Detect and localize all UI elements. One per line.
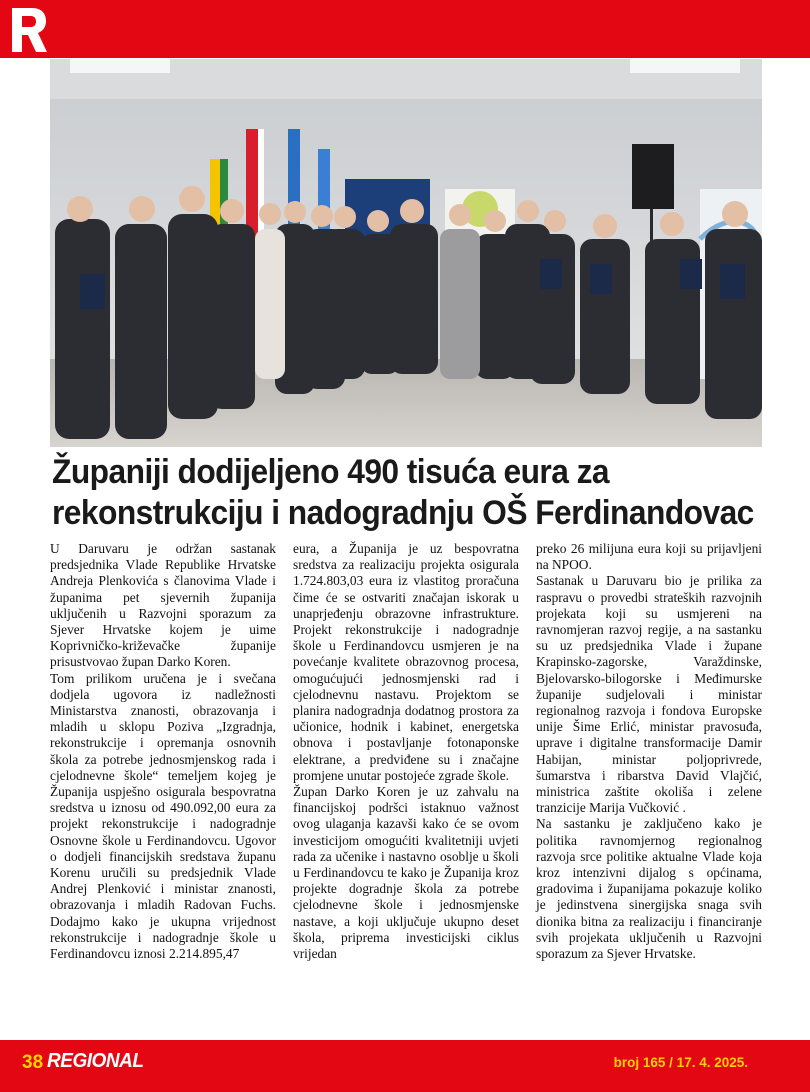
paragraph: eura, a Županija je uz bespovratna sredstva za realizaciju projekta osigurala 1.724.803,03 eura iz vlastitog proračuna čime će se ostvariti značajan iskorak u unaprjeđenju obrazovne infrastrukture. Projekt rekonstrukcije i nadogradnje škole u Ferdinandovcu usmjeren je na povećanje kvalitete obrazovnog procesa, omogućujući jednosmjenski rad i cjelodnevnu nastavu. Projektom se planira nadogradnja dodatnog prostora za učionice, hodnik i kabinet, energetska obnova i postavljanje fotonaponske elektrane, a predviđene su i značajne promjene unutar postojeće zgrade škole. xyxy=(293,541,519,783)
paragraph: Na sastanku je zaključeno kako je politika ravnomjernog regionalnog razvoja srce politike aktualne Vlade koja kroz intenzivni dijalog s općinama, gradovima i županijama pokazuje koliko je jedinstvena sinergijska snaga svih dionika bitna za realizaciju i financiranje svih projekata uključenih u Razvojni sporazum za Sjever Hrvatske. xyxy=(536,816,762,962)
paragraph: Župan Darko Koren je uz zahvalu na financijskoj podršci istaknuo važnost ovog ulaganja kazavši kako će se ovom investicijom omogućiti kvalitetniji uvjeti rada za učenike i nastavno osoblje u školi u Ferdinandovcu te kako je Županija kroz projekte dogradnje škola za potrebe cjelodnevne škole i jednosmjenske nastave, a koji uključuje ukupno deset škola, priprema investicijski ciklus vrijedan xyxy=(293,784,519,962)
article-headline xyxy=(52,452,754,534)
article-body xyxy=(50,541,762,1031)
paragraph: Sastanak u Daruvaru bio je prilika za raspravu o provedbi strateških razvojnih projekata koji su usmjereni na ravnomjeran razvoj regije, a na sastanku su uz predsjednika Vlade i župane Krapinsko-zagorske, Varaždinske, Bjelovarsko-bilogorske i Međimurske županije sudjelovali i ministar regionalnog razvoja i fondova Europske unije Šime Erlić, ministar pravosuđa, uprave i digitalne transformacije Damir Habijan, ministar poljoprivrede, šumarstva i ribarstva David Vlajčić, ministrica zaštite okoliša i zelene tranzicije Marija Vučković . xyxy=(536,573,762,816)
page-number: 38 xyxy=(22,1052,44,1073)
article-column-2 xyxy=(293,541,519,1031)
paragraph: preko 26 milijuna eura koji su prijavljeni na NPOO. xyxy=(536,541,762,573)
article-column-1 xyxy=(50,541,276,1031)
paragraph: U Daruvaru je održan sastanak predsjednika Vlade Republike Hrvatske Andreja Plenkovića s članovima Vlade i županima pet sjevernih županija uključenih u Razvojni sporazum za Sjever Hrvatske kojem je uime Koprivničko-križevačke županije prisustvovao župan Darko Koren. xyxy=(50,541,276,670)
regional-logo-icon xyxy=(6,4,50,56)
article-column-3 xyxy=(536,541,762,1031)
headline-line-2: rekonstrukciju i nadogradnju OŠ Ferdinandovac xyxy=(52,494,754,532)
headline-line-1: Županiji dodijeljeno 490 tisuća eura za xyxy=(52,453,610,491)
group-photo xyxy=(50,59,762,447)
paragraph: Tom prilikom uručena je i svečana dodjela ugovora iz nadležnosti Ministarstva znanosti, obrazovanja i mladih u sklopu Poziva „Izgradnja, rekonstrukcije i opremanja osnovnih škola za potrebe jednosmjenskog rada i cjelodnevne škole“ temeljem kojeg je Županija uspješno osigurala bespovratna sredstva u iznosu od 490.092,00 eura za projekt rekonstrukcije i nadogradnje Osnovne škole u Ferdinandovcu. Ugovor o dodjeli financijskih sredstava županu Korenu uručili su predsjednik Vlade Andrej Plenković i ministar znanosti, obrazovanja i mladih Radovan Fuchs. Dodajmo kako je ukupna vrijednost rekonstrukcije i nadogradnje škole u Ferdinandovcu iznosi 2.214.895,47 xyxy=(50,670,276,962)
magazine-name: REGIONAL xyxy=(47,1050,144,1072)
header-bar xyxy=(0,0,810,58)
issue-info: broj 165 / 17. 4. 2025. xyxy=(613,1055,748,1070)
